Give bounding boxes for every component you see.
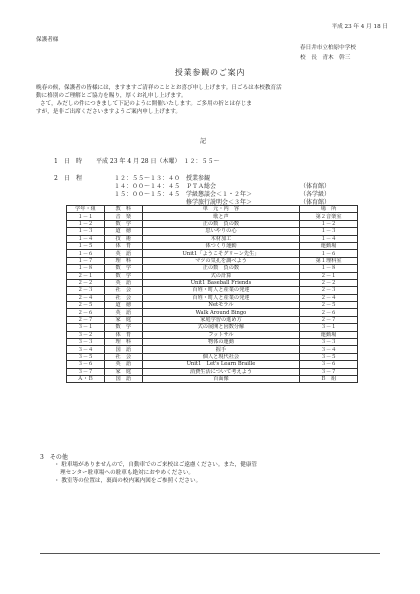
class-cell: ２－３ <box>67 287 105 294</box>
unit-cell: 百姓・町人と産業の発達 <box>142 287 299 294</box>
item1-label: 日 時 <box>64 158 83 165</box>
table-row <box>67 324 358 331</box>
column-header: 場 所 <box>300 206 358 213</box>
class-cell: ３－１ <box>67 324 105 331</box>
unit-cell: 式の計算 <box>142 272 299 279</box>
place-cell: ３－７ <box>300 368 358 375</box>
place-cell: Ｂ 組 <box>300 375 358 382</box>
column-header: 学年・組 <box>67 206 105 213</box>
table-row <box>67 272 358 279</box>
unit-cell: 握手 <box>142 346 299 353</box>
class-cell: ３－４ <box>67 346 105 353</box>
schedule-line: 修学旅行説明会＜３年＞ <box>114 199 253 206</box>
observation-schedule-table <box>66 205 358 383</box>
table-row <box>67 235 358 242</box>
unit-cell: 個人と現代社会 <box>142 353 299 360</box>
subject-cell: 国 語 <box>104 375 142 382</box>
column-header: 教 科 <box>104 206 142 213</box>
place-cell: 第１理科室 <box>300 257 358 264</box>
place-cell: １－２ <box>300 220 358 227</box>
class-cell: ２－１ <box>67 272 105 279</box>
place-cell: ２－６ <box>300 309 358 316</box>
class-cell: ２－２ <box>67 279 105 286</box>
subject-cell: 道 徳 <box>104 228 142 235</box>
unit-cell: 歌と声 <box>142 213 299 220</box>
place-cell: １－３ <box>300 228 358 235</box>
unit-cell: 百姓・町人と産業の発達 <box>142 294 299 301</box>
class-cell: １－４ <box>67 235 105 242</box>
table-row <box>67 242 358 249</box>
unit-cell: 消費生活について考えよう <box>142 368 299 375</box>
table-row <box>67 302 358 309</box>
table-row <box>67 316 358 323</box>
schedule-line: １２：５５～１３：４０ 授業参観 <box>114 175 211 182</box>
subject-cell: 道 徳 <box>104 302 142 309</box>
note-line: ・ 教室等の位置は，裏面の校内案内図をご参照ください。 <box>54 478 202 484</box>
table-row <box>67 368 358 375</box>
class-cell: １－１ <box>67 213 105 220</box>
table-row <box>67 213 358 220</box>
item1-number: 1 <box>54 158 58 165</box>
table-body <box>67 213 358 383</box>
table-row <box>67 265 358 272</box>
subject-cell: 英 語 <box>104 309 142 316</box>
place-cell: ３－６ <box>300 361 358 368</box>
bottom-rule <box>40 553 380 554</box>
place-cell: ３－１ <box>300 324 358 331</box>
unit-cell: 木材加工 <box>142 235 299 242</box>
sender-school: 春日井市立柏原中学校 <box>300 45 356 51</box>
item1-datetime: 平成 23 年 4 月 28 日（木曜） １２：５５～ <box>96 158 220 165</box>
class-cell: Ａ・Ｂ <box>67 375 105 382</box>
document-title: 授業参観のご案内 <box>174 68 246 77</box>
place-cell: ３－５ <box>300 353 358 360</box>
table-header-row <box>67 206 358 213</box>
body-paragraph-line: 動に格別のご理解とご協力を賜り，厚くお礼申し上げます。 <box>36 93 187 99</box>
unit-cell: 百面像 <box>142 375 299 382</box>
place-cell: ２－７ <box>300 316 358 323</box>
place-cell: 第２音楽室 <box>300 213 358 220</box>
class-cell: ２－６ <box>67 309 105 316</box>
table-row <box>67 220 358 227</box>
subject-cell: 社 会 <box>104 353 142 360</box>
body-paragraph-line: さて，みだしの件につきまして下記のように開催いたします。ご多用の折とは存じま <box>40 101 252 107</box>
body-paragraph-line: 晩春の候，保護者の皆様には，ますますご清祥のこととお喜び申し上げます。日ごろは本校教育活 <box>36 85 282 91</box>
table-row <box>67 294 358 301</box>
unit-cell: 物体の運動 <box>142 339 299 346</box>
subject-cell: 理 科 <box>104 257 142 264</box>
class-cell: ２－４ <box>67 294 105 301</box>
sender-principal: 校 長 青木 幹三 <box>300 55 351 61</box>
subject-cell: 英 語 <box>104 250 142 257</box>
unit-cell: Unit1「ようこそグリーン先生」 <box>142 250 299 257</box>
schedule-venue: （体育館） <box>300 199 331 206</box>
schedule-line: １４：００～１４：４５ ＰＴＡ総会 <box>114 183 217 190</box>
place-cell: 運動場 <box>300 331 358 338</box>
table-row <box>67 250 358 257</box>
class-cell: １－７ <box>67 257 105 264</box>
schedule-line: １５：００～１５：４５ 学級懇談会＜１・２年＞ <box>114 191 253 198</box>
class-cell: １－３ <box>67 228 105 235</box>
class-cell: １－５ <box>67 242 105 249</box>
other-heading: 3 その他 <box>40 454 68 461</box>
subject-cell: 数 学 <box>104 220 142 227</box>
item2-number: 2 <box>54 175 58 182</box>
subject-cell: 社 会 <box>104 294 142 301</box>
table-row <box>67 309 358 316</box>
class-cell: １－２ <box>67 220 105 227</box>
place-cell: ２－１ <box>300 272 358 279</box>
table-row <box>67 331 358 338</box>
place-cell: ３－３ <box>300 339 358 346</box>
unit-cell: 家庭学習の進め方 <box>142 316 299 323</box>
place-cell: １－４ <box>300 235 358 242</box>
table-row <box>67 228 358 235</box>
class-cell: ２－７ <box>67 316 105 323</box>
unit-cell: Unit1 Baseball Friends <box>142 279 299 286</box>
place-cell: 運動場 <box>300 242 358 249</box>
column-header: 単 元・内 容 <box>142 206 299 213</box>
unit-cell: 正の数 負の数 <box>142 220 299 227</box>
ki-notice-mark: 記 <box>200 138 207 145</box>
subject-cell: 社 会 <box>104 287 142 294</box>
subject-cell: 家 庭 <box>104 316 142 323</box>
subject-cell: 体 育 <box>104 242 142 249</box>
class-cell: ３－３ <box>67 339 105 346</box>
body-paragraph-line: すが，是非ご出席くださいますようご案内申し上げます。 <box>36 109 181 115</box>
table-row <box>67 346 358 353</box>
unit-cell: マツの気孔を調べよう <box>142 257 299 264</box>
place-cell: ２－４ <box>300 294 358 301</box>
subject-cell: 数 学 <box>104 324 142 331</box>
place-cell: ２－２ <box>300 279 358 286</box>
note-line: 理センター駐車場への駐車も絶対におやめください。 <box>60 470 195 476</box>
schedule-venue: （体育館） <box>300 183 331 190</box>
letter-date: 平成 23 年 4 月 18 日 <box>331 24 388 30</box>
table-row <box>67 257 358 264</box>
addressee: 保護者様 <box>36 37 59 43</box>
unit-cell: 正の数 負の数 <box>142 265 299 272</box>
subject-cell: 体 育 <box>104 331 142 338</box>
schedule-venue: （各学級） <box>300 191 331 198</box>
table-row <box>67 339 358 346</box>
place-cell: １－８ <box>300 265 358 272</box>
subject-cell: 英 語 <box>104 279 142 286</box>
subject-cell: 数 学 <box>104 272 142 279</box>
unit-cell: Unit1 Let's Learn Braille <box>142 361 299 368</box>
class-cell: ３－６ <box>67 361 105 368</box>
note-line: ・ 駐車場がありませんので，自動車でのご来校はご遠慮ください。また，健康管 <box>54 462 258 468</box>
place-cell: １－６ <box>300 250 358 257</box>
subject-cell: 技 術 <box>104 235 142 242</box>
place-cell: ３－４ <box>300 346 358 353</box>
unit-cell: 思いやりの心 <box>142 228 299 235</box>
table-row <box>67 279 358 286</box>
subject-cell: 理 科 <box>104 339 142 346</box>
table-row <box>67 287 358 294</box>
table-row <box>67 375 358 382</box>
subject-cell: 音 楽 <box>104 213 142 220</box>
unit-cell: Netモラル <box>142 302 299 309</box>
class-cell: ３－５ <box>67 353 105 360</box>
class-cell: １－６ <box>67 250 105 257</box>
subject-cell: 英 語 <box>104 361 142 368</box>
place-cell: ２－５ <box>300 302 358 309</box>
subject-cell: 家 庭 <box>104 368 142 375</box>
class-cell: １－８ <box>67 265 105 272</box>
class-cell: ２－５ <box>67 302 105 309</box>
unit-cell: 式の展開と因数分解 <box>142 324 299 331</box>
unit-cell: Walk Around Bingo <box>142 309 299 316</box>
class-cell: ３－２ <box>67 331 105 338</box>
item2-label: 日 程 <box>64 175 83 182</box>
subject-cell: 数 学 <box>104 265 142 272</box>
unit-cell: フットサル <box>142 331 299 338</box>
table-row <box>67 353 358 360</box>
table-row <box>67 361 358 368</box>
unit-cell: 体つくり運動 <box>142 242 299 249</box>
place-cell: ２－３ <box>300 287 358 294</box>
subject-cell: 国 語 <box>104 346 142 353</box>
class-cell: ３－７ <box>67 368 105 375</box>
